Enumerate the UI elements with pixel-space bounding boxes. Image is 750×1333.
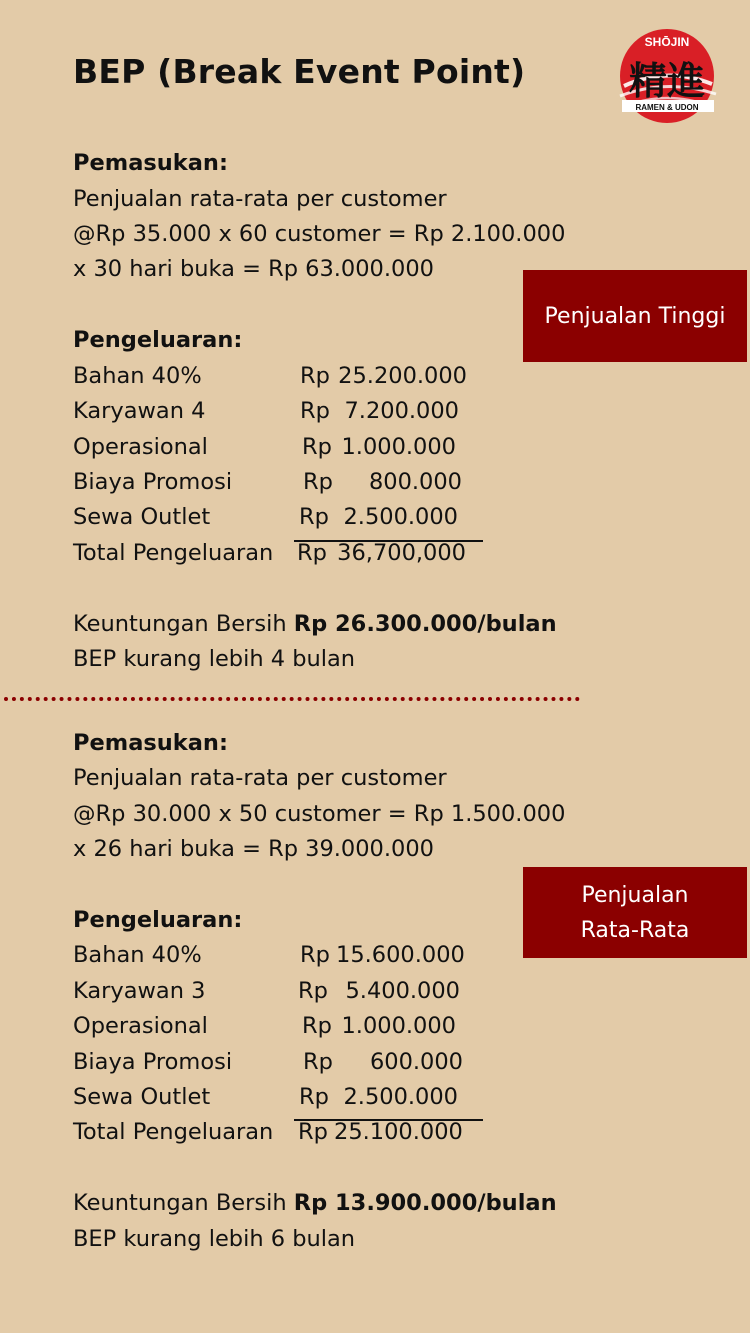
expense-label: Operasional bbox=[73, 1013, 208, 1039]
expense-heading: Pengeluaran: bbox=[73, 327, 243, 353]
income-line: x 26 hari buka = Rp 39.000.000 bbox=[73, 836, 434, 862]
total-currency: Rp bbox=[297, 540, 327, 566]
tag-label-line2: Rata-Rata bbox=[580, 917, 690, 943]
logo-emblem-icon bbox=[612, 26, 722, 126]
expense-heading: Pengeluaran: bbox=[73, 907, 243, 933]
svg-text:精進: 精進 bbox=[628, 59, 706, 103]
expense-amount: 7.200.000 bbox=[344, 398, 459, 424]
expense-currency: Rp bbox=[300, 398, 330, 424]
income-line: Penjualan rata-rata per customer bbox=[73, 765, 447, 791]
expense-label: Biaya Promosi bbox=[73, 1049, 233, 1075]
expense-label: Karyawan 4 bbox=[73, 398, 206, 424]
expense-currency: Rp bbox=[299, 504, 329, 530]
expense-currency: Rp bbox=[302, 1013, 332, 1039]
expense-amount: 2.500.000 bbox=[343, 1084, 458, 1110]
income-heading: Pemasukan: bbox=[73, 730, 228, 756]
tag-high-sales bbox=[523, 270, 747, 362]
expense-amount: 800.000 bbox=[368, 469, 462, 495]
expense-amount: 600.000 bbox=[369, 1049, 463, 1075]
expense-label: Bahan 40% bbox=[73, 363, 202, 389]
bep-text: BEP kurang lebih 4 bulan bbox=[73, 646, 356, 672]
expense-label: Sewa Outlet bbox=[73, 504, 211, 530]
expense-amount: 25.200.000 bbox=[338, 363, 467, 389]
expense-amount: 5.400.000 bbox=[345, 978, 460, 1004]
profit-label: Keuntungan Bersih bbox=[73, 611, 287, 637]
page-title: BEP (Break Event Point) bbox=[73, 52, 526, 91]
profit-value: Rp 26.300.000/bulan bbox=[293, 611, 557, 637]
svg-text:RAMEN & UDON: RAMEN & UDON bbox=[635, 103, 699, 112]
total-currency: Rp bbox=[298, 1119, 328, 1145]
expense-amount: 1.000.000 bbox=[341, 1013, 456, 1039]
profit-value: Rp 13.900.000/bulan bbox=[293, 1190, 557, 1216]
total-amount: 36,700,000 bbox=[337, 540, 466, 566]
expense-amount: 15.600.000 bbox=[336, 942, 465, 968]
expense-currency: Rp bbox=[303, 469, 333, 495]
expense-amount: 2.500.000 bbox=[343, 504, 458, 530]
income-line: @Rp 30.000 x 50 customer = Rp 1.500.000 bbox=[73, 801, 566, 827]
total-amount: 25.100.000 bbox=[334, 1119, 463, 1145]
svg-text:SHŌJIN: SHŌJIN bbox=[644, 35, 690, 49]
total-label: Total Pengeluaran bbox=[73, 1119, 274, 1145]
expense-label: Biaya Promosi bbox=[73, 469, 233, 495]
expense-label: Karyawan 3 bbox=[73, 978, 206, 1004]
expense-label: Sewa Outlet bbox=[73, 1084, 211, 1110]
expense-label: Operasional bbox=[73, 434, 208, 460]
expense-label: Bahan 40% bbox=[73, 942, 202, 968]
income-line: x 30 hari buka = Rp 63.000.000 bbox=[73, 256, 434, 282]
tag-label: Penjualan Tinggi bbox=[544, 303, 726, 329]
expense-currency: Rp bbox=[299, 1084, 329, 1110]
expense-currency: Rp bbox=[298, 978, 328, 1004]
expense-currency: Rp bbox=[300, 942, 330, 968]
dotted-divider bbox=[4, 697, 580, 701]
net-profit bbox=[73, 607, 557, 642]
income-line: @Rp 35.000 x 60 customer = Rp 2.100.000 bbox=[73, 221, 566, 247]
expense-currency: Rp bbox=[303, 1049, 333, 1075]
net-profit bbox=[73, 1186, 557, 1221]
shojin-logo bbox=[612, 26, 722, 126]
bep-text: BEP kurang lebih 6 bulan bbox=[73, 1226, 356, 1252]
tag-average-sales bbox=[523, 867, 747, 958]
total-label: Total Pengeluaran bbox=[73, 540, 274, 566]
income-heading: Pemasukan: bbox=[73, 150, 228, 176]
income-line: Penjualan rata-rata per customer bbox=[73, 186, 447, 212]
tag-label-line1: Penjualan bbox=[581, 882, 689, 908]
expense-currency: Rp bbox=[300, 363, 330, 389]
profit-label: Keuntungan Bersih bbox=[73, 1190, 287, 1216]
expense-amount: 1.000.000 bbox=[341, 434, 456, 460]
expense-currency: Rp bbox=[302, 434, 332, 460]
